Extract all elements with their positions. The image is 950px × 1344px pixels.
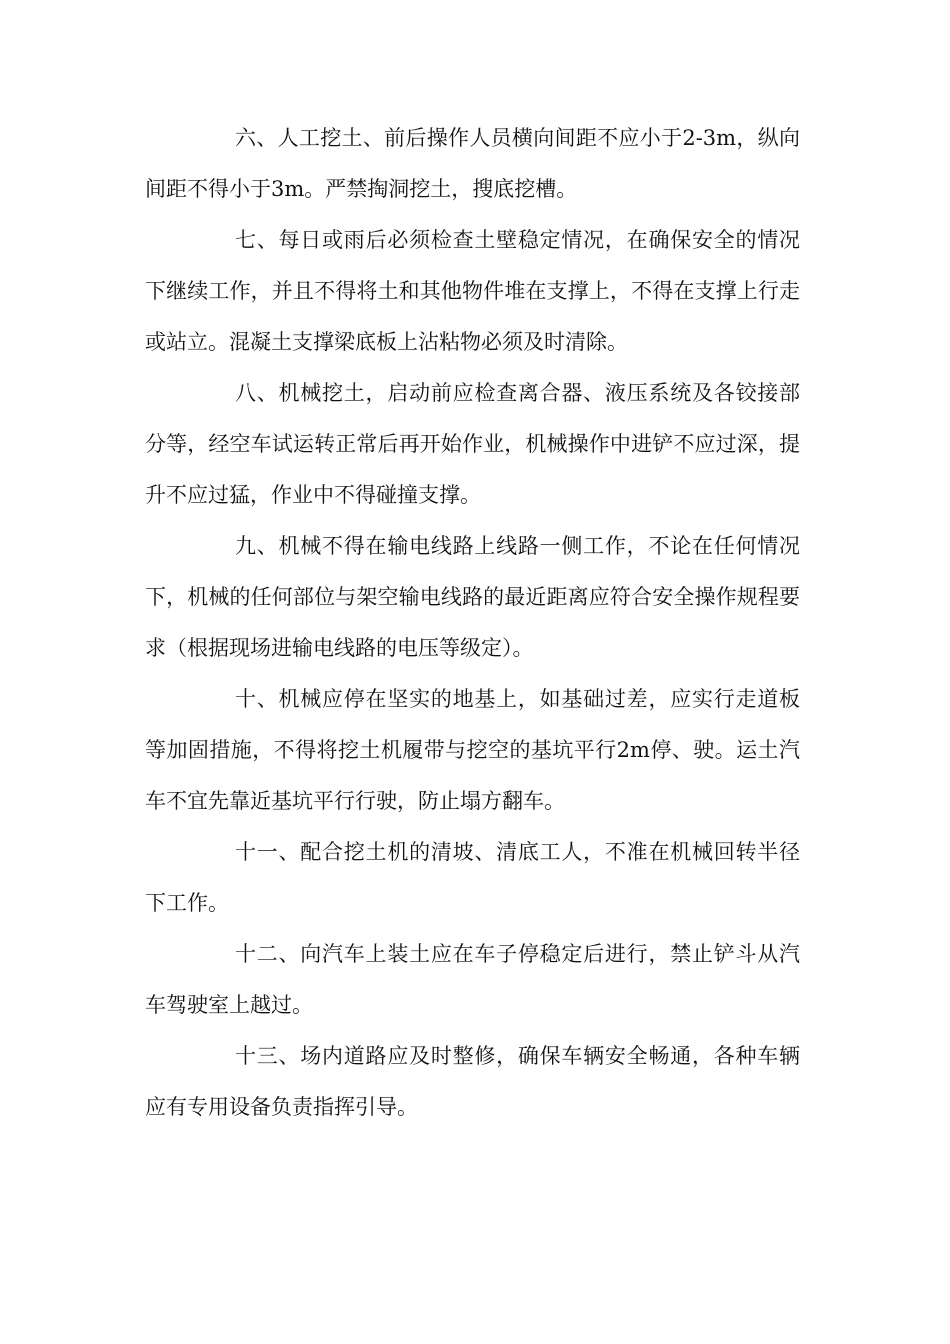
paragraph-13: 十三、场内道路应及时整修，确保车辆安全畅通，各种车辆应有专用设备负责指挥引导。 bbox=[145, 1044, 800, 1119]
paragraph-6: 六、人工挖土、前后操作人员横向间距不应小于2-3m，纵向间距不得小于3m。严禁掏洞挖土，搜底挖槽。 bbox=[145, 126, 800, 201]
paragraph-8: 八、机械挖土，启动前应检查离合器、液压系统及各铰接部分等，经空车试运转正常后再开始作业，机械操作中进铲不应过深，提升不应过猛，作业中不得碰撞支撑。 bbox=[145, 381, 800, 507]
paragraph-7: 七、每日或雨后必须检查土壁稳定情况，在确保安全的情况下继续工作，并且不得将土和其他物件堆在支撑上，不得在支撑上行走或站立。混凝土支撑梁底板上沾粘物必须及时清除。 bbox=[145, 228, 800, 354]
paragraph-10: 十、机械应停在坚实的地基上，如基础过差，应实行走道板等加固措施，不得将挖土机履带与挖空的基坑平行2m停、驶。运土汽车不宜先靠近基坑平行行驶，防止塌方翻车。 bbox=[145, 687, 800, 813]
document-body bbox=[145, 113, 800, 1133]
paragraph-9: 九、机械不得在输电线路上线路一侧工作，不论在任何情况下，机械的任何部位与架空输电线路的最近距离应符合安全操作规程要求（根据现场进输电线路的电压等级定）。 bbox=[145, 534, 800, 660]
paragraph-11: 十一、配合挖土机的清坡、清底工人，不准在机械回转半径下工作。 bbox=[145, 840, 800, 915]
paragraph-12: 十二、向汽车上装土应在车子停稳定后进行，禁止铲斗从汽车驾驶室上越过。 bbox=[145, 942, 800, 1017]
